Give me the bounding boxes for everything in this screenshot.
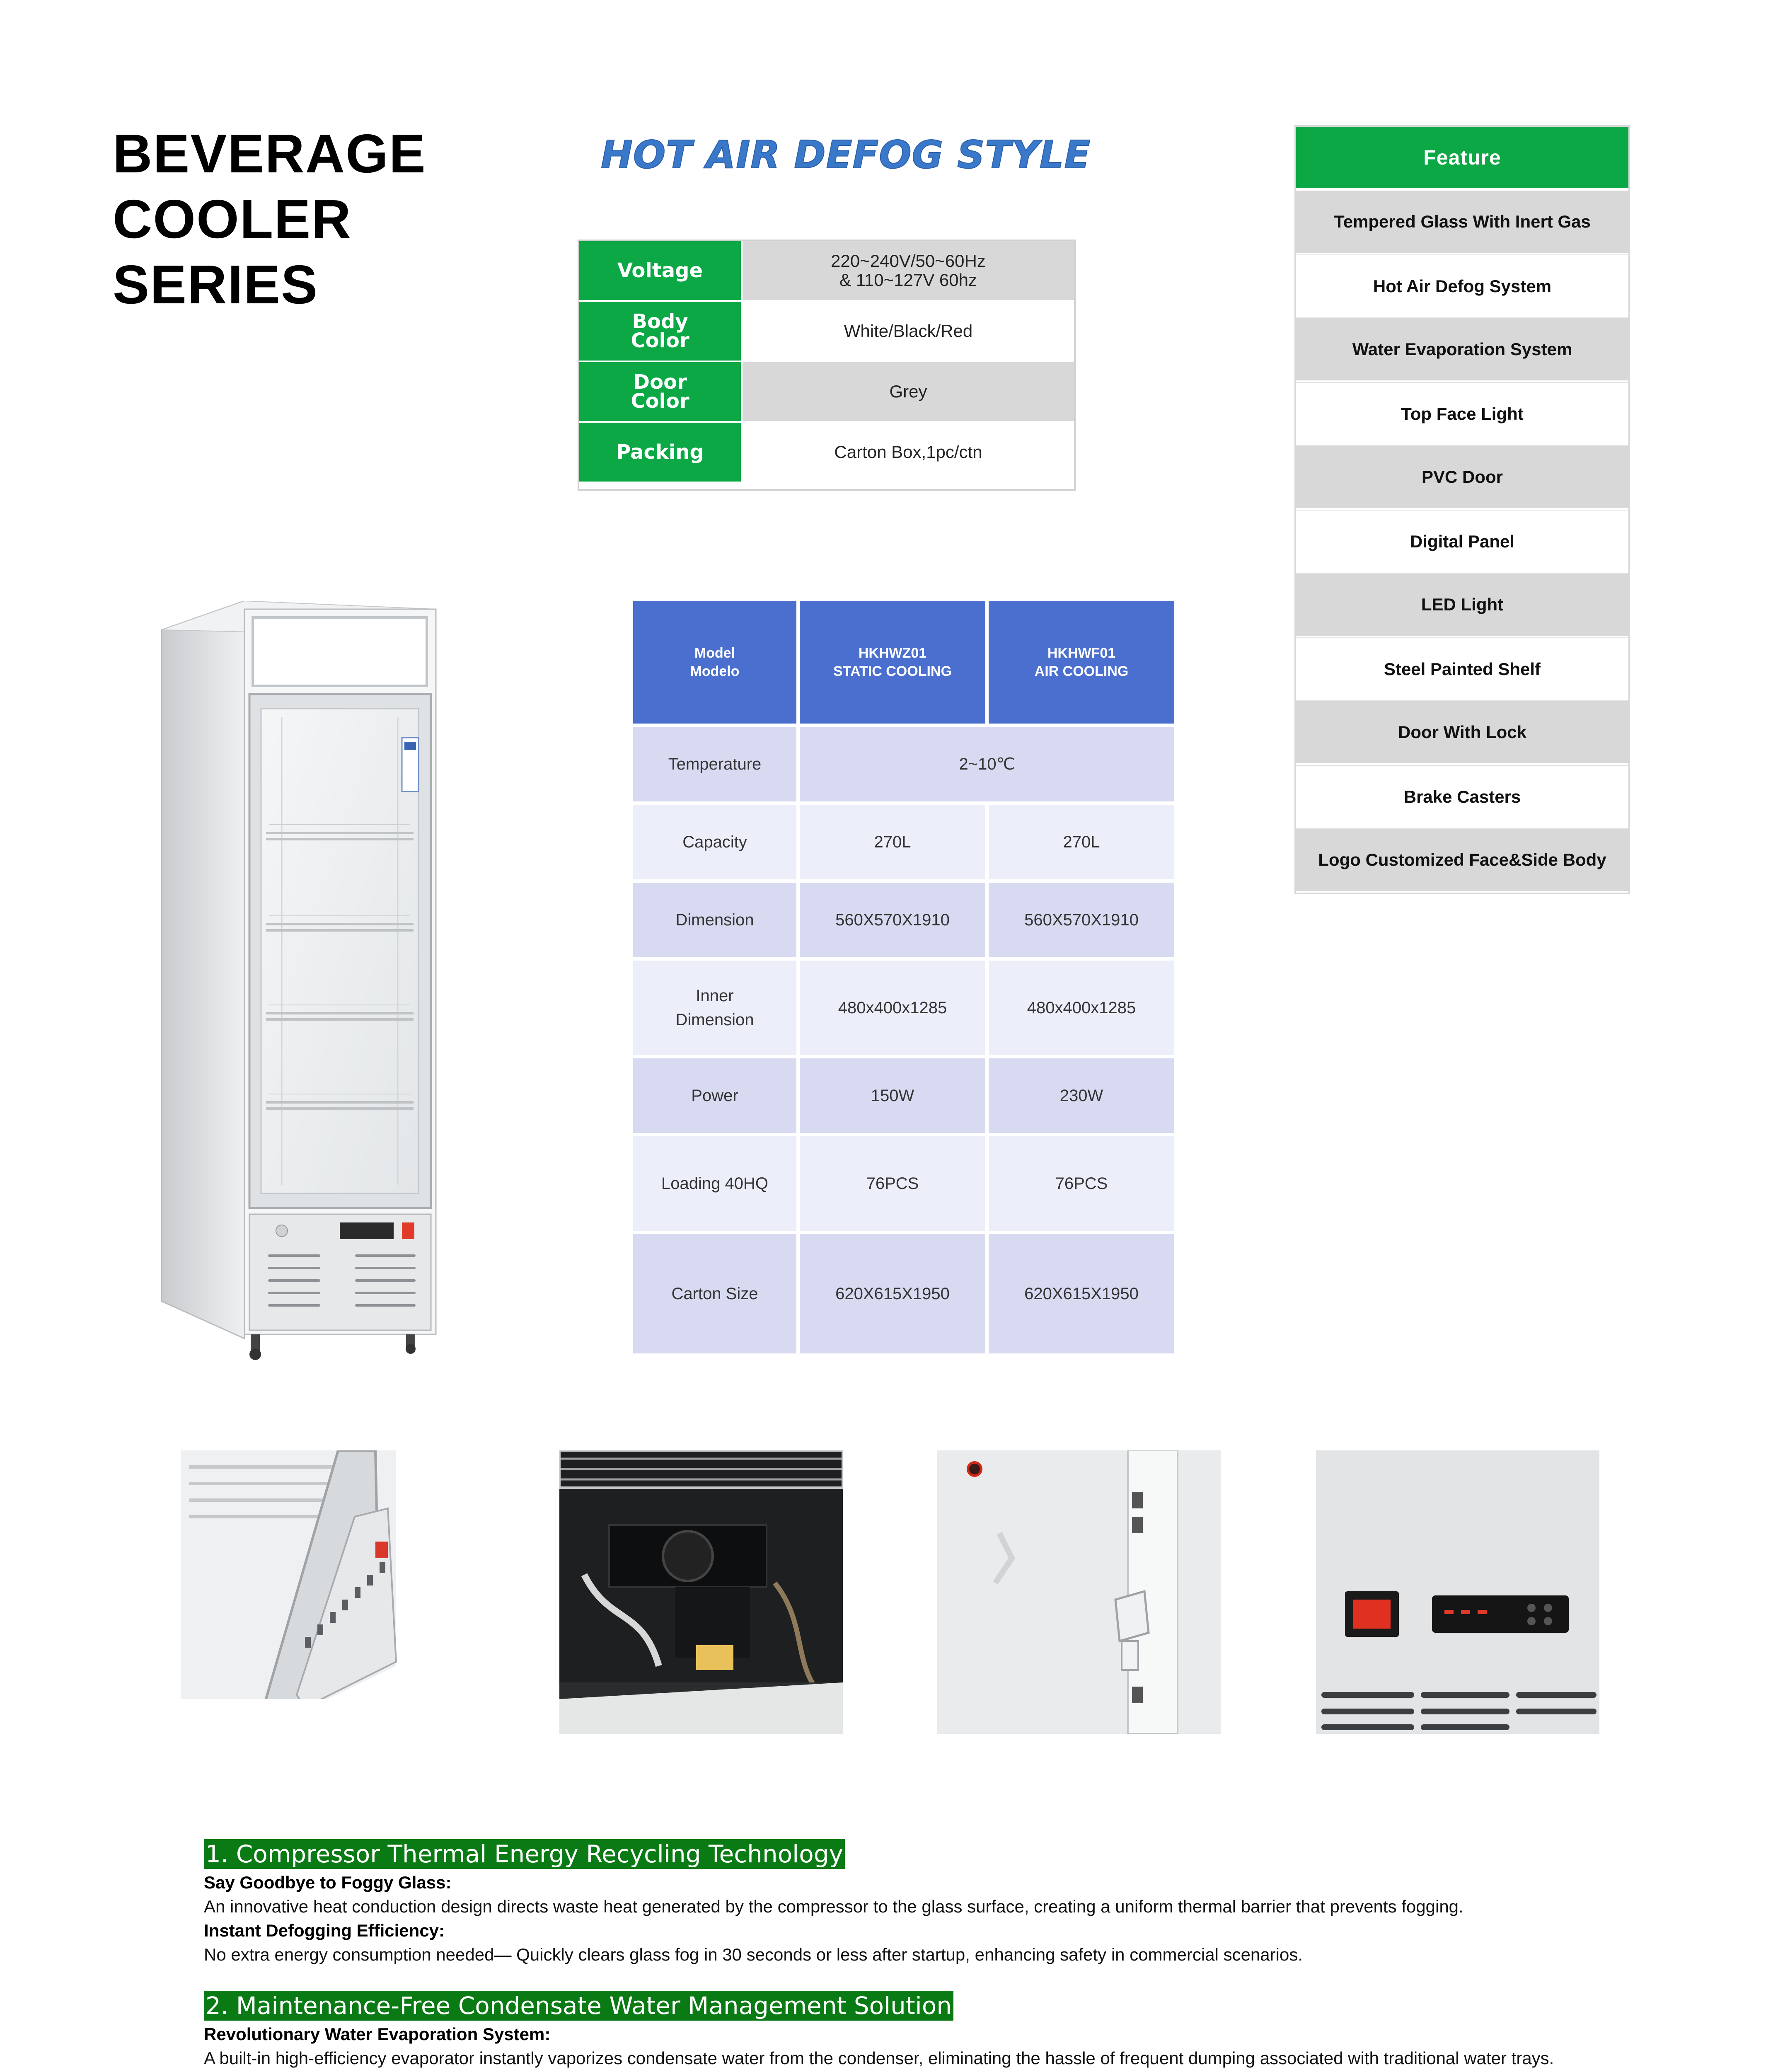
spec-value-line: 220~240V/50~60Hz bbox=[831, 251, 986, 271]
feature-item: Digital Panel bbox=[1296, 510, 1628, 574]
feature-item: Door With Lock bbox=[1296, 701, 1628, 765]
row-value: 560X570X1910 bbox=[989, 883, 1174, 957]
header-line: HKHWF01 bbox=[1047, 645, 1116, 661]
spec-row-door-color bbox=[578, 361, 1075, 422]
section-subheading: Revolutionary Water Evaporation System: bbox=[204, 2024, 551, 2044]
spec-label: Packing bbox=[578, 422, 742, 482]
section-2 bbox=[204, 1991, 1596, 2072]
row-label bbox=[633, 961, 796, 1055]
section-1 bbox=[204, 1839, 1596, 1967]
header-line: Model bbox=[694, 645, 735, 661]
spec-label bbox=[578, 361, 742, 422]
section-text: A built-in high-efficiency evaporator instantly vaporizes condensate water from the condenser, eliminating the hassle of frequent dumping associated with traditional water trays. bbox=[204, 2048, 1554, 2068]
row-value: 480x400x1285 bbox=[800, 961, 985, 1055]
feature-item: Top Face Light bbox=[1296, 382, 1628, 446]
row-value: 230W bbox=[989, 1058, 1174, 1133]
model-row-dimension bbox=[633, 883, 1174, 957]
row-label-line: Inner bbox=[696, 987, 734, 1005]
door-lock-photo bbox=[937, 1450, 1221, 1734]
header-line: STATIC COOLING bbox=[833, 663, 952, 679]
spec-label: Voltage bbox=[578, 240, 742, 301]
row-label: Temperature bbox=[633, 727, 796, 801]
section-subheading: Say Goodbye to Foggy Glass: bbox=[204, 1873, 452, 1892]
row-value: 76PCS bbox=[800, 1136, 985, 1231]
feature-header: Feature bbox=[1296, 127, 1628, 191]
header-line: HKHWZ01 bbox=[858, 645, 927, 661]
model-row-carton-size bbox=[633, 1234, 1174, 1353]
spec-label-line: Door bbox=[633, 370, 687, 394]
row-value: 620X615X1950 bbox=[989, 1234, 1174, 1353]
beverage-cooler-image bbox=[157, 601, 448, 1363]
style-subtitle: HOT AIR DEFOG STYLE bbox=[601, 133, 1091, 177]
spec-label-line: Color bbox=[631, 390, 689, 413]
row-label: Dimension bbox=[633, 883, 796, 957]
feature-item: LED Light bbox=[1296, 574, 1628, 637]
model-spec-table bbox=[630, 598, 1178, 1357]
row-label: Carton Size bbox=[633, 1234, 796, 1353]
compressor-photo bbox=[559, 1450, 843, 1734]
row-label: Power bbox=[633, 1058, 796, 1133]
feature-list bbox=[1294, 125, 1630, 894]
control-panel-photo bbox=[1316, 1450, 1599, 1734]
model-header-row bbox=[633, 601, 1174, 724]
feature-item: Hot Air Defog System bbox=[1296, 254, 1628, 318]
row-value: 150W bbox=[800, 1058, 985, 1133]
section-subheading: Instant Defogging Efficiency: bbox=[204, 1921, 445, 1940]
row-value: 480x400x1285 bbox=[989, 961, 1174, 1055]
row-value: 270L bbox=[989, 805, 1174, 879]
spec-label-line: Body bbox=[632, 310, 688, 333]
row-label: Loading 40HQ bbox=[633, 1136, 796, 1231]
section-subheading bbox=[204, 2070, 1596, 2072]
feature-item: Water Evaporation System bbox=[1296, 318, 1628, 382]
header-line: Modelo bbox=[690, 663, 740, 679]
feature-item: Brake Casters bbox=[1296, 765, 1628, 829]
title-line-3: SERIES bbox=[113, 254, 319, 315]
spec-value bbox=[742, 240, 1075, 301]
model-row-temperature bbox=[633, 727, 1174, 801]
spec-row-body-color bbox=[578, 301, 1075, 361]
spec-value-line: & 110~127V 60hz bbox=[839, 270, 977, 290]
header-line: AIR COOLING bbox=[1034, 663, 1129, 679]
row-value: 76PCS bbox=[989, 1136, 1174, 1231]
feature-item: Steel Painted Shelf bbox=[1296, 637, 1628, 701]
row-value: 2~10℃ bbox=[800, 727, 1174, 801]
spec-row-voltage bbox=[578, 240, 1075, 301]
feature-item: PVC Door bbox=[1296, 446, 1628, 510]
row-value: 620X615X1950 bbox=[800, 1234, 985, 1353]
spec-row-packing bbox=[578, 422, 1075, 482]
model-header-hkhwf01 bbox=[989, 601, 1174, 724]
page-title bbox=[113, 121, 486, 317]
feature-item: Logo Customized Face&Side Body bbox=[1296, 829, 1628, 893]
spec-label bbox=[578, 301, 742, 361]
section-heading: 2. Maintenance-Free Condensate Water Management Solution bbox=[204, 1991, 953, 2021]
row-label: Capacity bbox=[633, 805, 796, 879]
row-value: 270L bbox=[800, 805, 985, 879]
model-row-capacity bbox=[633, 805, 1174, 879]
spec-table bbox=[578, 240, 1076, 483]
section-text: An innovative heat conduction design directs waste heat generated by the compressor to the glass surface, creating a uniform thermal barrier that prevents fogging. bbox=[204, 1897, 1463, 1916]
feature-item: Tempered Glass With Inert Gas bbox=[1296, 191, 1628, 254]
row-label-line: Dimension bbox=[675, 1011, 754, 1029]
model-header-hkhwz01 bbox=[800, 601, 985, 724]
door-angle-photo bbox=[181, 1450, 464, 1734]
title-line-2: COOLER bbox=[113, 189, 352, 249]
row-value: 560X570X1910 bbox=[800, 883, 985, 957]
model-row-loading bbox=[633, 1136, 1174, 1231]
model-header-label bbox=[633, 601, 796, 724]
spec-value: Grey bbox=[742, 361, 1075, 422]
model-row-inner-dimension bbox=[633, 961, 1174, 1055]
section-text: No extra energy consumption needed— Quickly clears glass fog in 30 seconds or less after startup, enhancing safety in commercial scenarios. bbox=[204, 1945, 1303, 1964]
spec-value: Carton Box,1pc/ctn bbox=[742, 422, 1075, 482]
section-heading: 1. Compressor Thermal Energy Recycling Technology bbox=[204, 1839, 845, 1869]
model-row-power bbox=[633, 1058, 1174, 1133]
spec-value: White/Black/Red bbox=[742, 301, 1075, 361]
title-line-1: BEVERAGE bbox=[113, 123, 426, 184]
spec-label-line: Color bbox=[631, 329, 689, 352]
